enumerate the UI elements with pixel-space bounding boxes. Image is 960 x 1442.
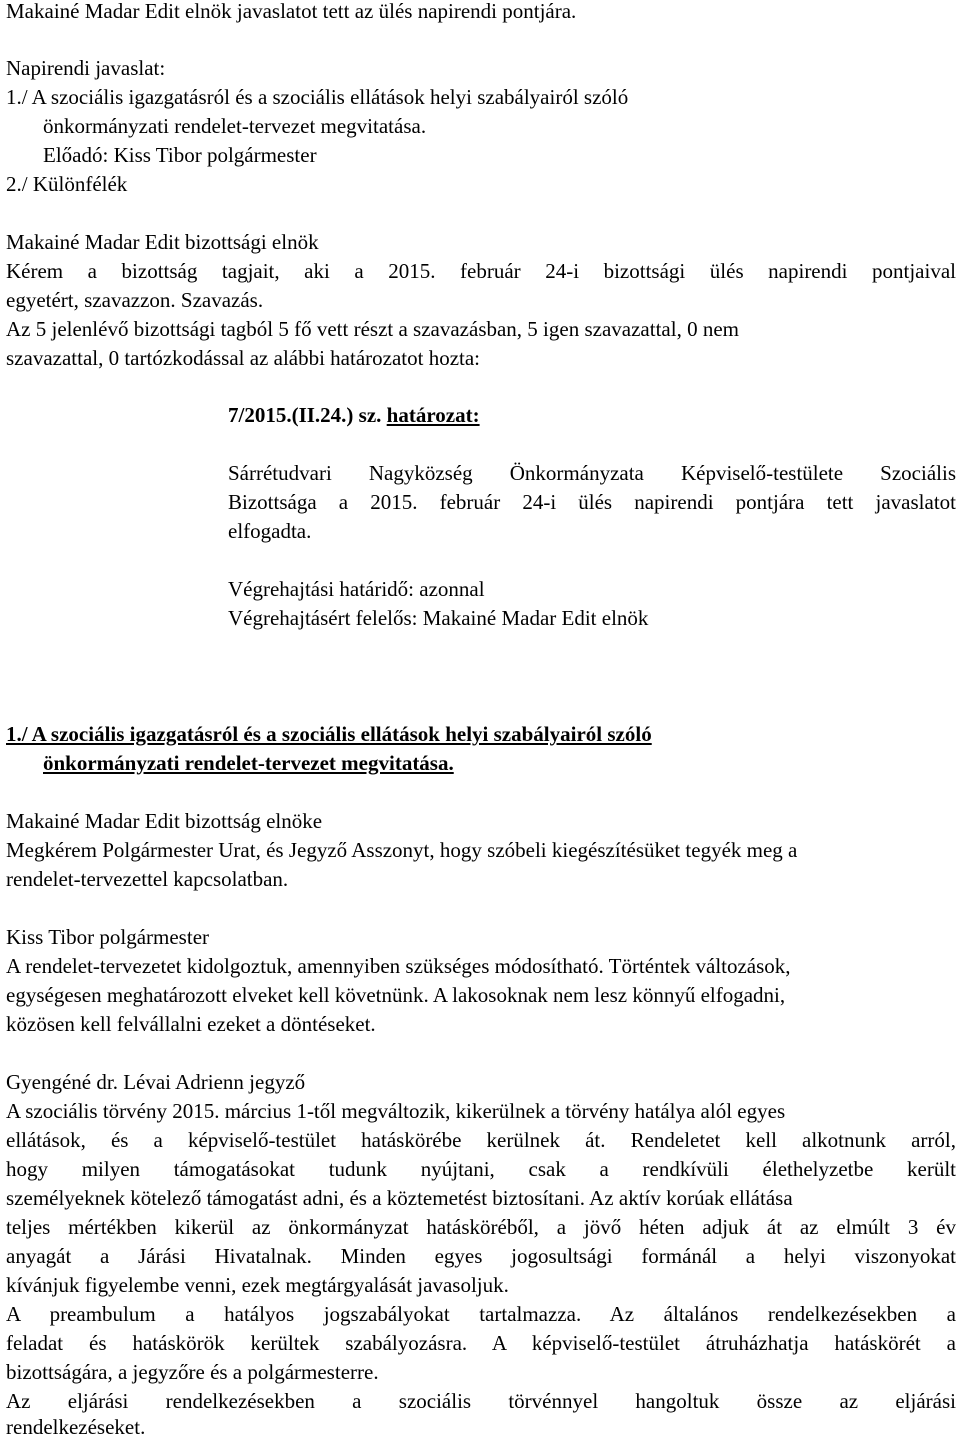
notary-line-4: személyeknek kötelező támogatást adni, és a köztemetést biztosítani. Az aktív korúak ellátása [6, 1186, 793, 1210]
chair2-speaker: Makainé Madar Edit bizottság elnöke [6, 809, 323, 833]
notary-line-1: A szociális törvény 2015. március 1-től megváltozik, kikerülnek a törvény hatálya alól egyes [6, 1099, 786, 1123]
notary-line-9: feladat és hatáskörök kerültek szabályozásra. A képviselő-testület átruházhatja hatáskörét a [6, 1331, 956, 1355]
mayor-line-2: egységesen meghatározott elveket kell követnünk. A lakosoknak nem lesz könnyű elfogadni, [6, 983, 786, 1007]
chair-line-1: Kérem a bizottság tagjait, aki a 2015. február 24-i bizottsági ülés napirendi pontjaival [6, 259, 956, 283]
section-1-title: 1./ A szociális igazgatásról és a szociális ellátások helyi szabályairól szóló [6, 722, 652, 746]
resolution-deadline: Végrehajtási határidő: azonnal [228, 577, 485, 601]
agenda-item-1-presenter: Előadó: Kiss Tibor polgármester [43, 143, 317, 167]
vote-result-line-2: szavazattal, 0 tartózkodással az alábbi határozatot hozta: [6, 346, 481, 370]
section-1-title-cont-text: önkormányzati rendelet-tervezet megvitatása. [43, 751, 454, 775]
notary-line-12: rendelkezéseket. [6, 1415, 146, 1439]
notary-line-2: ellátások, és a képviselő-testület hatáskörébe kerülnek át. Rendeletet kell alkotnunk arról, [6, 1128, 956, 1152]
mayor-speaker: Kiss Tibor polgármester [6, 925, 210, 949]
notary-line-10: bizottságára, a jegyzőre és a polgármesterre. [6, 1360, 379, 1384]
vote-result-line-1: Az 5 jelenlévő bizottsági tagból 5 fő vett részt a szavazásban, 5 igen szavazattal, 0 nem [6, 317, 739, 341]
resolution-number: 7/2015.(II.24.) sz. [228, 403, 382, 427]
resolution-heading [228, 401, 480, 430]
chair-line-2: egyetért, szavazzon. Szavazás. [6, 288, 264, 312]
resolution-label: határozat: [386, 403, 480, 427]
chair2-line-1: Megkérem Polgármester Urat, és Jegyző Asszonyt, hogy szóbeli kiegészítésüket tegyék meg a [6, 838, 798, 862]
mayor-line-3: közösen kell felvállalni ezeket a döntéseket. [6, 1012, 376, 1036]
notary-line-11: Az eljárási rendelkezésekben a szociális törvénnyel hangoltuk össze az eljárási [6, 1389, 956, 1413]
notary-line-7: kívánjuk figyelembe venni, ezek megtárgyalását javasoljuk. [6, 1273, 509, 1297]
agenda-item-2: 2./ Különfélék [6, 172, 128, 196]
notary-speaker: Gyengéné dr. Lévai Adrienn jegyző [6, 1070, 306, 1094]
intro-text: Makainé Madar Edit elnök javaslatot tett az ülés napirendi pontjára. [6, 0, 577, 23]
notary-line-3: hogy milyen támogatásokat tudunk nyújtani, csak a rendkívüli élethelyzetbe került [6, 1157, 956, 1181]
resolution-text-3: elfogadta. [228, 519, 312, 543]
agenda-heading: Napirendi javaslat: [6, 56, 166, 80]
notary-line-6: anyagát a Járási Hivatalnak. Minden egyes jogosultsági formánál a helyi viszonyokat [6, 1244, 956, 1268]
resolution-text-1: Sárrétudvari Nagyközség Önkormányzata Képviselő-testülete Szociális [228, 461, 956, 485]
notary-line-8: A preambulum a hatályos jogszabályokat tartalmazza. Az általános rendelkezésekben a [6, 1302, 956, 1326]
resolution-responsible: Végrehajtásért felelős: Makainé Madar Edit elnök [228, 606, 649, 630]
section-1-title-cont [6, 749, 454, 778]
chair-speaker: Makainé Madar Edit bizottsági elnök [6, 230, 319, 254]
agenda-item-1-cont: önkormányzati rendelet-tervezet megvitatása. [43, 114, 427, 138]
resolution-text-2: Bizottsága a 2015. február 24-i ülés napirendi pontjára tett javaslatot [228, 490, 956, 514]
chair2-line-2: rendelet-tervezettel kapcsolatban. [6, 867, 289, 891]
agenda-item-1: 1./ A szociális igazgatásról és a szociális ellátások helyi szabályairól szóló [6, 85, 629, 109]
notary-line-5: teljes mértékben kikerül az önkormányzat hatásköréből, a jövő héten adjuk át az elmúlt 3 év [6, 1215, 956, 1239]
mayor-line-1: A rendelet-tervezetet kidolgoztuk, amennyiben szükséges módosítható. Történtek változások, [6, 954, 791, 978]
